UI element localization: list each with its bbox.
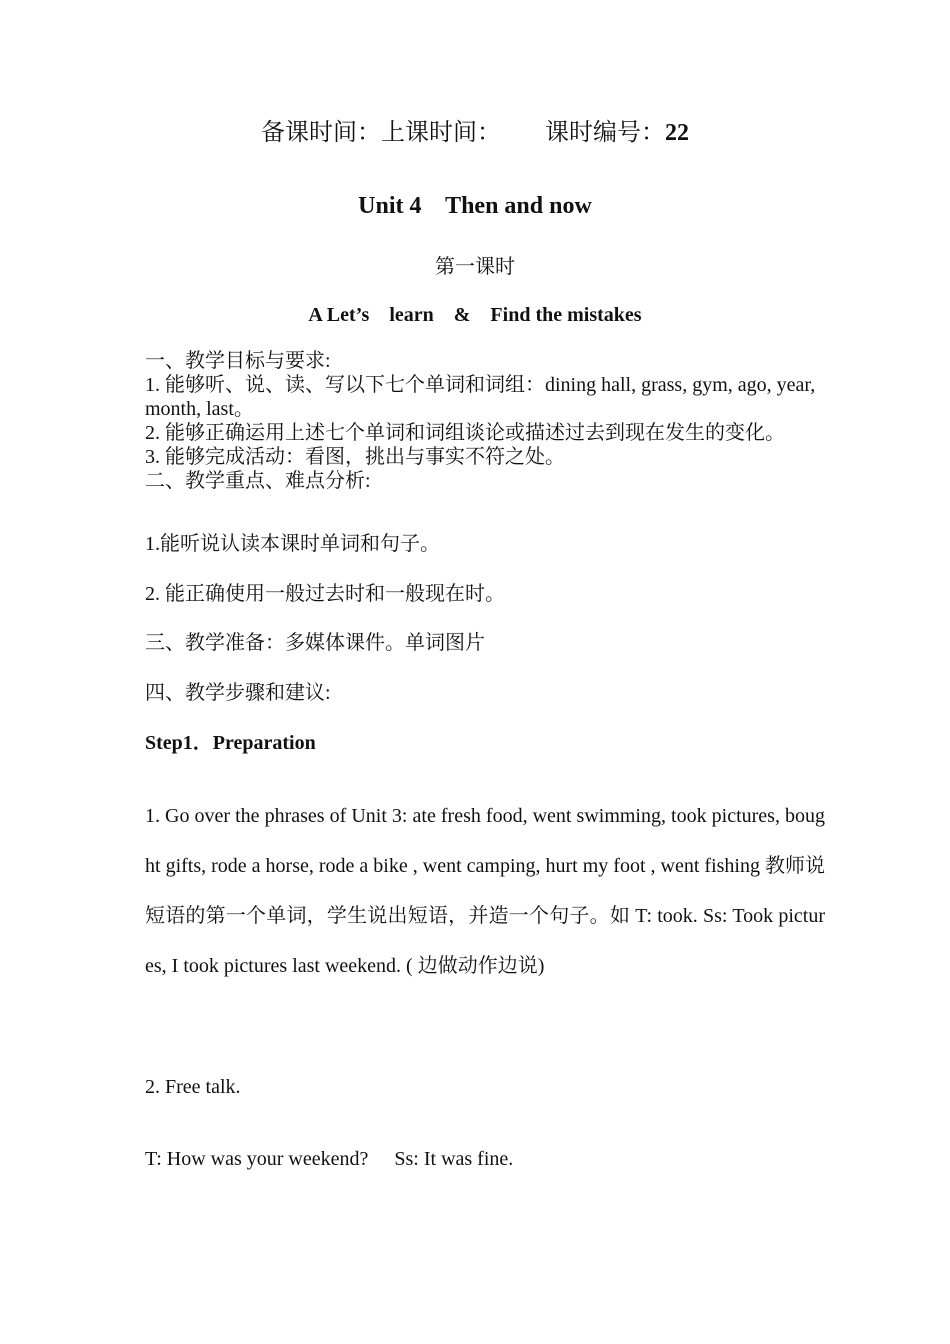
unit-title: Unit 4 Then and now: [358, 193, 592, 219]
document-header: [0, 118, 950, 148]
step1-item-1: 1. Go over the phrases of Unit 3: ate fresh food, went swimming, took pictures, bought gifts, rode a horse, rode a bike , went camping, hurt my foot , went fishing 教师说短语的第一个单词，学生说出短语，并造一个句子。如 T: took. Ss: Took pictures, I took pictures last weekend. ( 边做动作边说): [145, 805, 825, 977]
lesson-number: 22: [665, 120, 689, 146]
section-title: A Let’s learn & Find the mistakes: [308, 304, 642, 326]
step1-title: Step1．Preparation: [145, 732, 316, 754]
objective-item: 2. 能够正确运用上述七个单词和词组谈论或描述过去到现在发生的变化。: [145, 422, 785, 444]
period-label: 第一课时: [435, 256, 515, 278]
objective-item: 1. 能够听、说、读、写以下七个单词和词组：dining hall, grass, gym, ago, year, month, last。: [145, 374, 816, 420]
preparation-line: 三、教学准备：多媒体课件。单词图片: [145, 632, 485, 654]
key-points-heading: 二、教学重点、难点分析:: [145, 470, 371, 492]
teacher-question: T: How was your weekend?: [145, 1148, 369, 1170]
objective-item: 3. 能够完成活动：看图，挑出与事实不符之处。: [145, 446, 565, 468]
schedule-line: 备课时间：上课时间：: [261, 120, 501, 146]
objectives-section: [145, 349, 825, 493]
lesson-number-label: 课时编号：: [545, 120, 665, 146]
key-point-item: 1.能听说认读本课时单词和句子。: [145, 533, 440, 555]
key-point-item: 2. 能正确使用一般过去时和一般现在时。: [145, 583, 505, 605]
step1-item-2: 2. Free talk.: [145, 1076, 241, 1098]
steps-heading: 四、教学步骤和建议:: [145, 682, 331, 704]
student-answer: Ss: It was fine.: [394, 1148, 514, 1170]
objectives-heading: 一、教学目标与要求:: [145, 350, 331, 372]
dialogue-line: [145, 1147, 825, 1171]
